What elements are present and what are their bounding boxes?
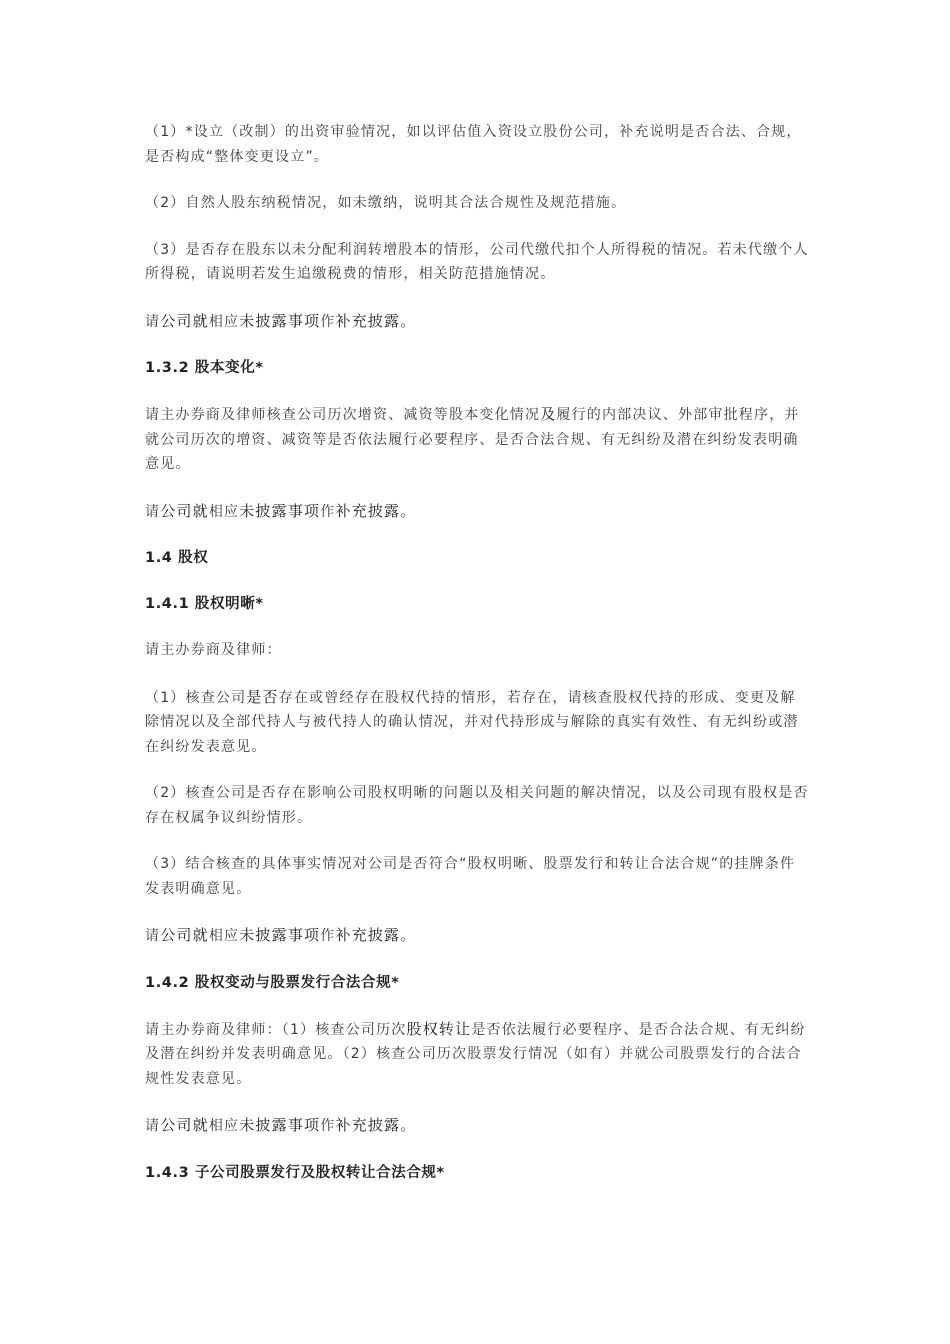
heading-1-3-2: 1.3.2 股本变化* (145, 360, 264, 376)
heading-1-4-2: 1.4.2 股权变动与股票发行合法合规* (145, 974, 400, 991)
disclosure-request-4: 请公司就相应未披露事项作补充披露。 (145, 1116, 417, 1134)
heading-1-4-1: 1.4.1 股权明晰* (145, 596, 264, 612)
document-page (145, 120, 810, 1207)
paragraph-profit-conversion: （3）是否存在股东以未分配利润转增股本的情形，公司代缴代扣个人所得税的情况。若未代缴个人所得税，请说明若发生追缴税费的情形，相关防范措施情况。 (145, 241, 809, 282)
paragraph-share-capital-change: 请主办券商及律师核查公司历次增资、减资等股本变化情况及履行的内部决议、外部审批程序，并就公司历次的增资、减资等是否依法履行必要程序、是否合法合规、有无纠纷及潜在纠纷发表明确意见。 (145, 405, 800, 472)
paragraph-listing-conditions: （3）结合核查的具体事实情况对公司是否符合“股权明晰、股票发行和转让合法合规”的挂牌条件发表明确意见。 (145, 856, 796, 897)
paragraph-equity-holding: （1）核查公司是否存在或曾经存在股权代持的情形，若存在，请核查股权代持的形成、变更及解除情况以及全部代持人与被代持人的确认情况，并对代持形成与解除的真实有效性、有无纠纷或潜在纠纷发表意见。 (145, 687, 799, 755)
disclosure-request-3: 请公司就相应未披露事项作补充披露。 (145, 926, 417, 944)
disclosure-request-2: 请公司就相应未披露事项作补充披露。 (145, 501, 417, 520)
paragraph-equity-transfer: 请主办券商及律师：（1）核查公司历次股权转让是否依法履行必要程序、是否合法合规、有无纠纷及潜在纠纷并发表明确意见。（2）核查公司历次股票发行情况（如有）并就公司股票发行的合法合规性发表意见。 (145, 1019, 806, 1087)
paragraph-capital-verification: （1）*设立（改制）的出资审验情况，如以评估值入资设立股份公司，补充说明是否合法、合规，是否构成“整体变更设立”。 (145, 124, 802, 165)
heading-1-4-3: 1.4.3 子公司股票发行及股权转让合法合规* (145, 1164, 445, 1181)
paragraph-equity-clarity: （2）核查公司是否存在影响公司股权明晰的问题以及相关问题的解决情况，以及公司现有股权是否存在权属争议纠纷情形。 (145, 785, 809, 826)
paragraph-request-intro: 请主办券商及律师： (145, 642, 282, 658)
paragraph-tax-payment: （2）自然人股东纳税情况，如未缴纳，说明其合法合规性及规范措施。 (145, 195, 627, 211)
heading-1-4: 1.4 股权 (145, 550, 209, 566)
disclosure-request-1: 请公司就相应未披露事项作补充披露。 (145, 311, 417, 330)
